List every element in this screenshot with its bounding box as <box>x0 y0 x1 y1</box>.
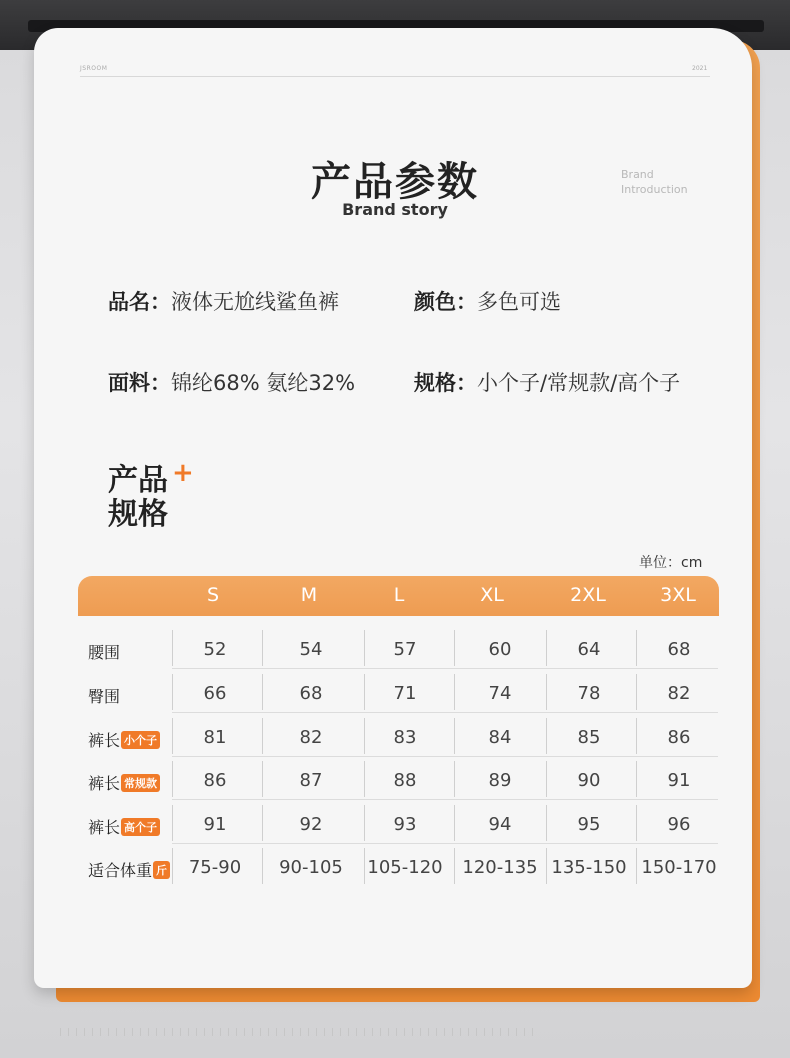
table-cell: 92 <box>299 814 323 835</box>
table-cell: 105-120 <box>367 857 443 878</box>
column-separator <box>172 848 173 884</box>
row-tag-badge: 常规款 <box>121 774 160 792</box>
table-cell: 82 <box>667 683 691 704</box>
column-separator <box>364 674 365 710</box>
info-color <box>414 286 561 316</box>
table-cell: 87 <box>299 770 323 791</box>
size-table-header <box>78 576 719 616</box>
column-separator <box>172 761 173 797</box>
row-label-text: 裤长 <box>88 731 121 750</box>
table-cell: 90-105 <box>279 857 343 878</box>
section-title-line: 产品 <box>108 463 168 498</box>
column-separator <box>636 805 637 841</box>
side-note-line: Brand <box>621 168 654 181</box>
page-title: 产品参数 <box>311 159 479 205</box>
row-divider <box>172 668 718 669</box>
table-cell: 89 <box>488 770 512 791</box>
row-label <box>88 640 120 663</box>
column-separator <box>262 805 263 841</box>
row-divider <box>172 756 718 757</box>
column-separator <box>172 674 173 710</box>
info-key: 颜色： <box>414 290 477 314</box>
table-cell: 91 <box>667 770 691 791</box>
info-product-name <box>108 286 339 316</box>
info-spec <box>414 367 680 397</box>
column-separator <box>636 718 637 754</box>
column-separator <box>454 630 455 666</box>
header-right-mark: 2021 <box>692 65 708 72</box>
column-separator <box>172 718 173 754</box>
column-separator <box>364 848 365 884</box>
table-cell: 86 <box>667 727 691 748</box>
row-label <box>88 815 160 838</box>
column-header: L <box>393 584 405 606</box>
row-tag-badge: 小个子 <box>121 731 160 749</box>
page-subtitle: Brand story <box>342 200 448 219</box>
table-cell: 71 <box>393 683 417 704</box>
column-separator <box>636 674 637 710</box>
table-cell: 64 <box>577 639 601 660</box>
column-header: 2XL <box>570 584 606 606</box>
info-key: 规格： <box>414 371 477 395</box>
row-divider <box>172 843 718 844</box>
section-title-line: 规格 <box>108 497 168 532</box>
column-separator <box>454 805 455 841</box>
info-fabric <box>108 367 355 397</box>
table-cell: 94 <box>488 814 512 835</box>
section-title <box>108 464 168 532</box>
table-cell: 57 <box>393 639 417 660</box>
column-separator <box>454 718 455 754</box>
table-cell: 86 <box>203 770 227 791</box>
column-header: XL <box>480 584 504 606</box>
row-tag-badge: 高个子 <box>121 818 160 836</box>
info-value: 液体无尬线鲨鱼裤 <box>171 290 339 314</box>
column-separator <box>262 718 263 754</box>
table-cell: 85 <box>577 727 601 748</box>
column-separator <box>546 848 547 884</box>
column-separator <box>454 848 455 884</box>
header-left-mark: JSROOM <box>80 65 108 72</box>
row-label-text: 裤长 <box>88 774 121 793</box>
column-separator <box>364 630 365 666</box>
column-separator <box>262 848 263 884</box>
row-label-text: 臀围 <box>88 687 121 706</box>
row-label <box>88 858 170 881</box>
table-cell: 52 <box>203 639 227 660</box>
table-cell: 68 <box>299 683 323 704</box>
info-value: 多色可选 <box>477 290 561 314</box>
info-key: 面料： <box>108 371 171 395</box>
table-cell: 84 <box>488 727 512 748</box>
side-note <box>621 167 688 197</box>
table-cell: 90 <box>577 770 601 791</box>
column-header: M <box>300 584 318 606</box>
column-separator <box>364 805 365 841</box>
column-separator <box>636 630 637 666</box>
table-cell: 75-90 <box>188 857 242 878</box>
info-value: 小个子/常规款/高个子 <box>477 371 681 395</box>
table-cell: 60 <box>488 639 512 660</box>
column-separator <box>454 761 455 797</box>
column-separator <box>172 630 173 666</box>
unit-label: 单位：cm <box>639 555 703 571</box>
info-value: 锦纶68% 氨纶32% <box>171 371 356 395</box>
column-separator <box>636 761 637 797</box>
table-cell: 78 <box>577 683 601 704</box>
column-header: 3XL <box>660 584 696 606</box>
column-separator <box>364 718 365 754</box>
column-header: S <box>206 584 220 606</box>
table-cell: 93 <box>393 814 417 835</box>
table-cell: 135-150 <box>551 857 627 878</box>
table-cell: 74 <box>488 683 512 704</box>
column-separator <box>546 630 547 666</box>
row-label-text: 裤长 <box>88 818 121 837</box>
table-cell: 96 <box>667 814 691 835</box>
table-cell: 91 <box>203 814 227 835</box>
side-note-line: Introduction <box>621 183 688 196</box>
row-label <box>88 728 160 751</box>
row-tag-badge: 斤 <box>153 861 170 879</box>
table-cell: 82 <box>299 727 323 748</box>
column-separator <box>546 761 547 797</box>
table-cell: 54 <box>299 639 323 660</box>
row-divider <box>172 712 718 713</box>
row-label <box>88 684 120 707</box>
ruler-ticks <box>60 1028 540 1036</box>
column-separator <box>546 805 547 841</box>
table-cell: 120-135 <box>462 857 538 878</box>
table-cell: 66 <box>203 683 227 704</box>
row-label-text: 适合体重 <box>88 861 153 880</box>
table-cell: 83 <box>393 727 417 748</box>
row-label <box>88 771 160 794</box>
column-separator <box>364 761 365 797</box>
column-separator <box>262 761 263 797</box>
table-cell: 88 <box>393 770 417 791</box>
row-divider <box>172 799 718 800</box>
column-separator <box>546 718 547 754</box>
table-cell: 150-170 <box>641 857 717 878</box>
column-separator <box>262 674 263 710</box>
plus-icon: + <box>172 458 194 488</box>
column-separator <box>172 805 173 841</box>
column-separator <box>454 674 455 710</box>
column-separator <box>546 674 547 710</box>
column-separator <box>262 630 263 666</box>
table-cell: 95 <box>577 814 601 835</box>
header-divider <box>80 76 710 77</box>
table-cell: 68 <box>667 639 691 660</box>
table-cell: 81 <box>203 727 227 748</box>
info-key: 品名： <box>108 290 171 314</box>
column-separator <box>636 848 637 884</box>
row-label-text: 腰围 <box>88 643 121 662</box>
